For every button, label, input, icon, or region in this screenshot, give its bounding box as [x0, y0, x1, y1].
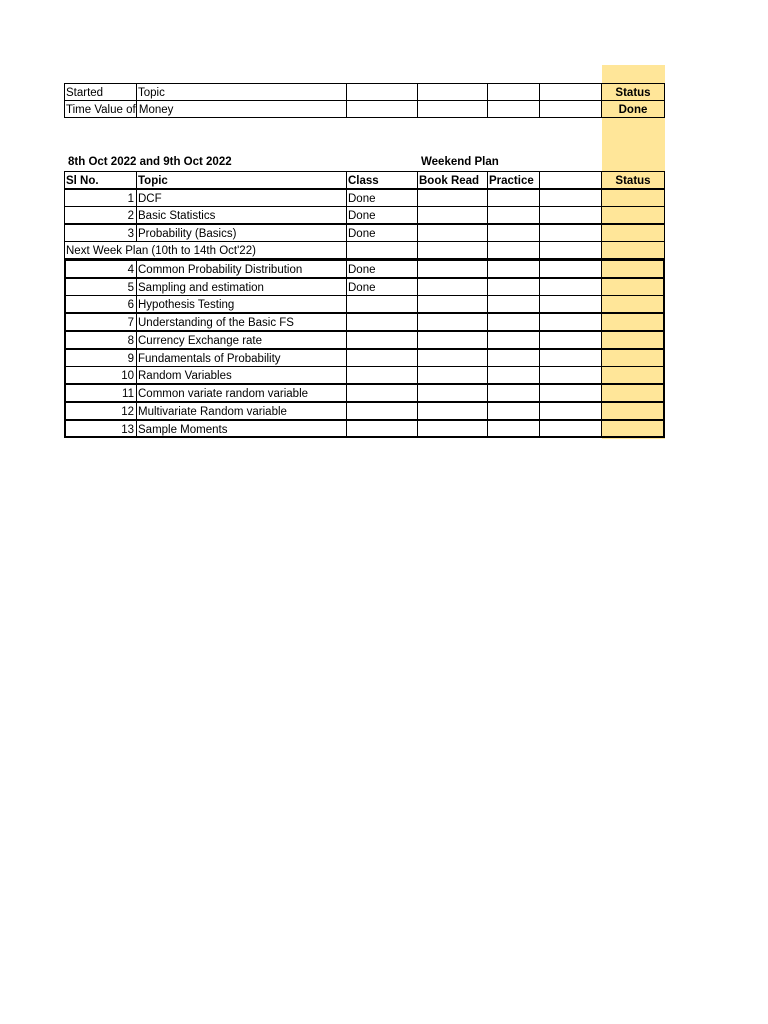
topic-cell[interactable]: Hypothesis Testing [136, 295, 347, 313]
cell[interactable] [539, 349, 602, 367]
sl-no-cell[interactable]: 6 [64, 295, 137, 313]
cell[interactable] [417, 100, 488, 118]
practice-cell[interactable] [487, 189, 540, 207]
status-cell[interactable]: Done [601, 100, 665, 118]
weekend-header-row [65, 171, 665, 189]
top-table-row [65, 100, 665, 118]
practice-cell[interactable] [487, 278, 540, 296]
next-week-label-row [65, 241, 665, 259]
cell[interactable] [539, 83, 602, 101]
table-row [65, 313, 665, 331]
status-cell[interactable] [601, 278, 665, 296]
table-row [65, 384, 665, 402]
class-cell[interactable] [346, 384, 418, 402]
cell[interactable] [539, 366, 602, 384]
status-cell[interactable] [601, 241, 665, 259]
cell[interactable] [346, 241, 418, 259]
cell[interactable]: Topic [136, 83, 347, 101]
table-row [65, 278, 665, 296]
cell[interactable] [539, 420, 602, 438]
topic-cell[interactable]: Fundamentals of Probability [136, 349, 347, 367]
status-cell[interactable] [601, 349, 665, 367]
practice-cell[interactable] [487, 349, 540, 367]
cell[interactable] [539, 241, 602, 259]
sl-no-cell[interactable]: 10 [64, 366, 137, 384]
header-cell[interactable]: Sl No. [64, 171, 137, 189]
practice-cell[interactable] [487, 331, 540, 349]
header-cell[interactable]: Practice [487, 171, 540, 189]
class-cell[interactable] [346, 313, 418, 331]
book-read-cell[interactable] [417, 420, 488, 438]
practice-cell[interactable] [487, 420, 540, 438]
topic-cell[interactable]: Common variate random variable [136, 384, 347, 402]
top-table-header-row [65, 83, 665, 101]
book-read-cell[interactable] [417, 366, 488, 384]
sl-no-cell[interactable]: 1 [64, 189, 137, 207]
cell[interactable] [487, 83, 540, 101]
sl-no-cell[interactable]: 9 [64, 349, 137, 367]
book-read-cell[interactable] [417, 224, 488, 242]
sl-no-cell[interactable]: 8 [64, 331, 137, 349]
book-read-cell[interactable] [417, 402, 488, 420]
topic-cell[interactable]: Sample Moments [136, 420, 347, 438]
class-cell[interactable]: Done [346, 278, 418, 296]
sl-no-cell[interactable]: 7 [64, 313, 137, 331]
practice-cell[interactable] [487, 313, 540, 331]
topic-cell[interactable]: Probability (Basics) [136, 224, 347, 242]
table-row [65, 295, 665, 313]
book-read-cell[interactable] [417, 206, 488, 224]
status-cell[interactable] [601, 384, 665, 402]
group-divider [64, 348, 665, 350]
header-cell[interactable] [539, 171, 602, 189]
cell[interactable] [539, 206, 602, 224]
status-header-cell[interactable]: Status [601, 171, 665, 189]
table-row [65, 331, 665, 349]
class-cell[interactable]: Done [346, 260, 418, 278]
table-row [65, 420, 665, 438]
topic-cell[interactable]: Sampling and estimation [136, 278, 347, 296]
header-cell[interactable]: Class [346, 171, 418, 189]
practice-cell[interactable] [487, 206, 540, 224]
cell[interactable] [539, 295, 602, 313]
topic-cell[interactable]: Random Variables [136, 366, 347, 384]
table-row [65, 349, 665, 367]
topic-cell[interactable]: Understanding of the Basic FS [136, 313, 347, 331]
book-read-cell[interactable] [417, 384, 488, 402]
class-cell[interactable] [346, 420, 418, 438]
status-cell[interactable] [601, 420, 665, 438]
practice-cell[interactable] [487, 366, 540, 384]
cell[interactable] [539, 100, 602, 118]
book-read-cell[interactable] [417, 349, 488, 367]
status-header-cell[interactable]: Status [601, 83, 665, 101]
status-cell[interactable] [601, 331, 665, 349]
book-read-cell[interactable] [417, 260, 488, 278]
header-cell[interactable]: Topic [136, 171, 347, 189]
practice-cell[interactable] [487, 384, 540, 402]
sl-no-cell[interactable]: 11 [64, 384, 137, 402]
class-cell[interactable] [346, 295, 418, 313]
topic-cell[interactable]: DCF [136, 189, 347, 207]
status-cell[interactable] [601, 366, 665, 384]
cell[interactable] [487, 241, 540, 259]
book-read-cell[interactable] [417, 189, 488, 207]
table-row [65, 206, 665, 224]
topic-cell[interactable]: Common Probability Distribution [136, 260, 347, 278]
cell[interactable] [539, 384, 602, 402]
class-cell[interactable] [346, 366, 418, 384]
cell[interactable] [417, 241, 488, 259]
class-cell[interactable]: Done [346, 189, 418, 207]
table-row [65, 402, 665, 420]
cell[interactable] [346, 83, 418, 101]
cell[interactable] [539, 224, 602, 242]
date-label[interactable]: 8th Oct 2022 and 9th Oct 2022 [68, 156, 232, 168]
status-cell[interactable] [601, 313, 665, 331]
cell[interactable] [539, 189, 602, 207]
class-cell[interactable] [346, 402, 418, 420]
topic-cell[interactable]: Basic Statistics [136, 206, 347, 224]
book-read-cell[interactable] [417, 313, 488, 331]
practice-cell[interactable] [487, 224, 540, 242]
class-cell[interactable]: Done [346, 206, 418, 224]
sl-no-cell[interactable]: 5 [64, 278, 137, 296]
table-row [65, 260, 665, 278]
cell[interactable] [539, 278, 602, 296]
cell[interactable] [539, 260, 602, 278]
cell[interactable] [539, 331, 602, 349]
status-cell[interactable] [601, 189, 665, 207]
cell[interactable] [487, 100, 540, 118]
topic-cell[interactable]: Currency Exchange rate [136, 331, 347, 349]
table-row [65, 366, 665, 384]
status-cell[interactable] [601, 260, 665, 278]
sl-no-cell[interactable]: 2 [64, 206, 137, 224]
sl-no-cell[interactable]: 4 [64, 260, 137, 278]
next-week-plan-label[interactable]: Next Week Plan (10th to 14th Oct'22) [64, 241, 347, 259]
cell[interactable] [539, 313, 602, 331]
header-cell[interactable]: Book Read [417, 171, 488, 189]
cell[interactable]: Time Value of Money [64, 100, 137, 118]
book-read-cell[interactable] [417, 278, 488, 296]
weekend-plan-label[interactable]: Weekend Plan [421, 156, 499, 168]
cell[interactable] [136, 100, 347, 118]
book-read-cell[interactable] [417, 331, 488, 349]
status-cell[interactable] [601, 295, 665, 313]
topic-cell[interactable]: Multivariate Random variable [136, 402, 347, 420]
table-row [65, 224, 665, 242]
cell[interactable] [417, 83, 488, 101]
sl-no-cell[interactable]: 3 [64, 224, 137, 242]
practice-cell[interactable] [487, 402, 540, 420]
weekend-label-row [65, 153, 665, 171]
status-cell[interactable] [601, 402, 665, 420]
sl-no-cell[interactable]: 12 [64, 402, 137, 420]
status-cell[interactable] [601, 224, 665, 242]
class-cell[interactable] [346, 349, 418, 367]
class-cell[interactable]: Done [346, 224, 418, 242]
status-cell[interactable] [601, 206, 665, 224]
class-cell[interactable] [346, 331, 418, 349]
sl-no-cell[interactable]: 13 [64, 420, 137, 438]
practice-cell[interactable] [487, 295, 540, 313]
cell[interactable]: Started [64, 83, 137, 101]
book-read-cell[interactable] [417, 295, 488, 313]
cell[interactable] [346, 100, 418, 118]
table-row [65, 189, 665, 207]
cell[interactable] [539, 402, 602, 420]
practice-cell[interactable] [487, 260, 540, 278]
